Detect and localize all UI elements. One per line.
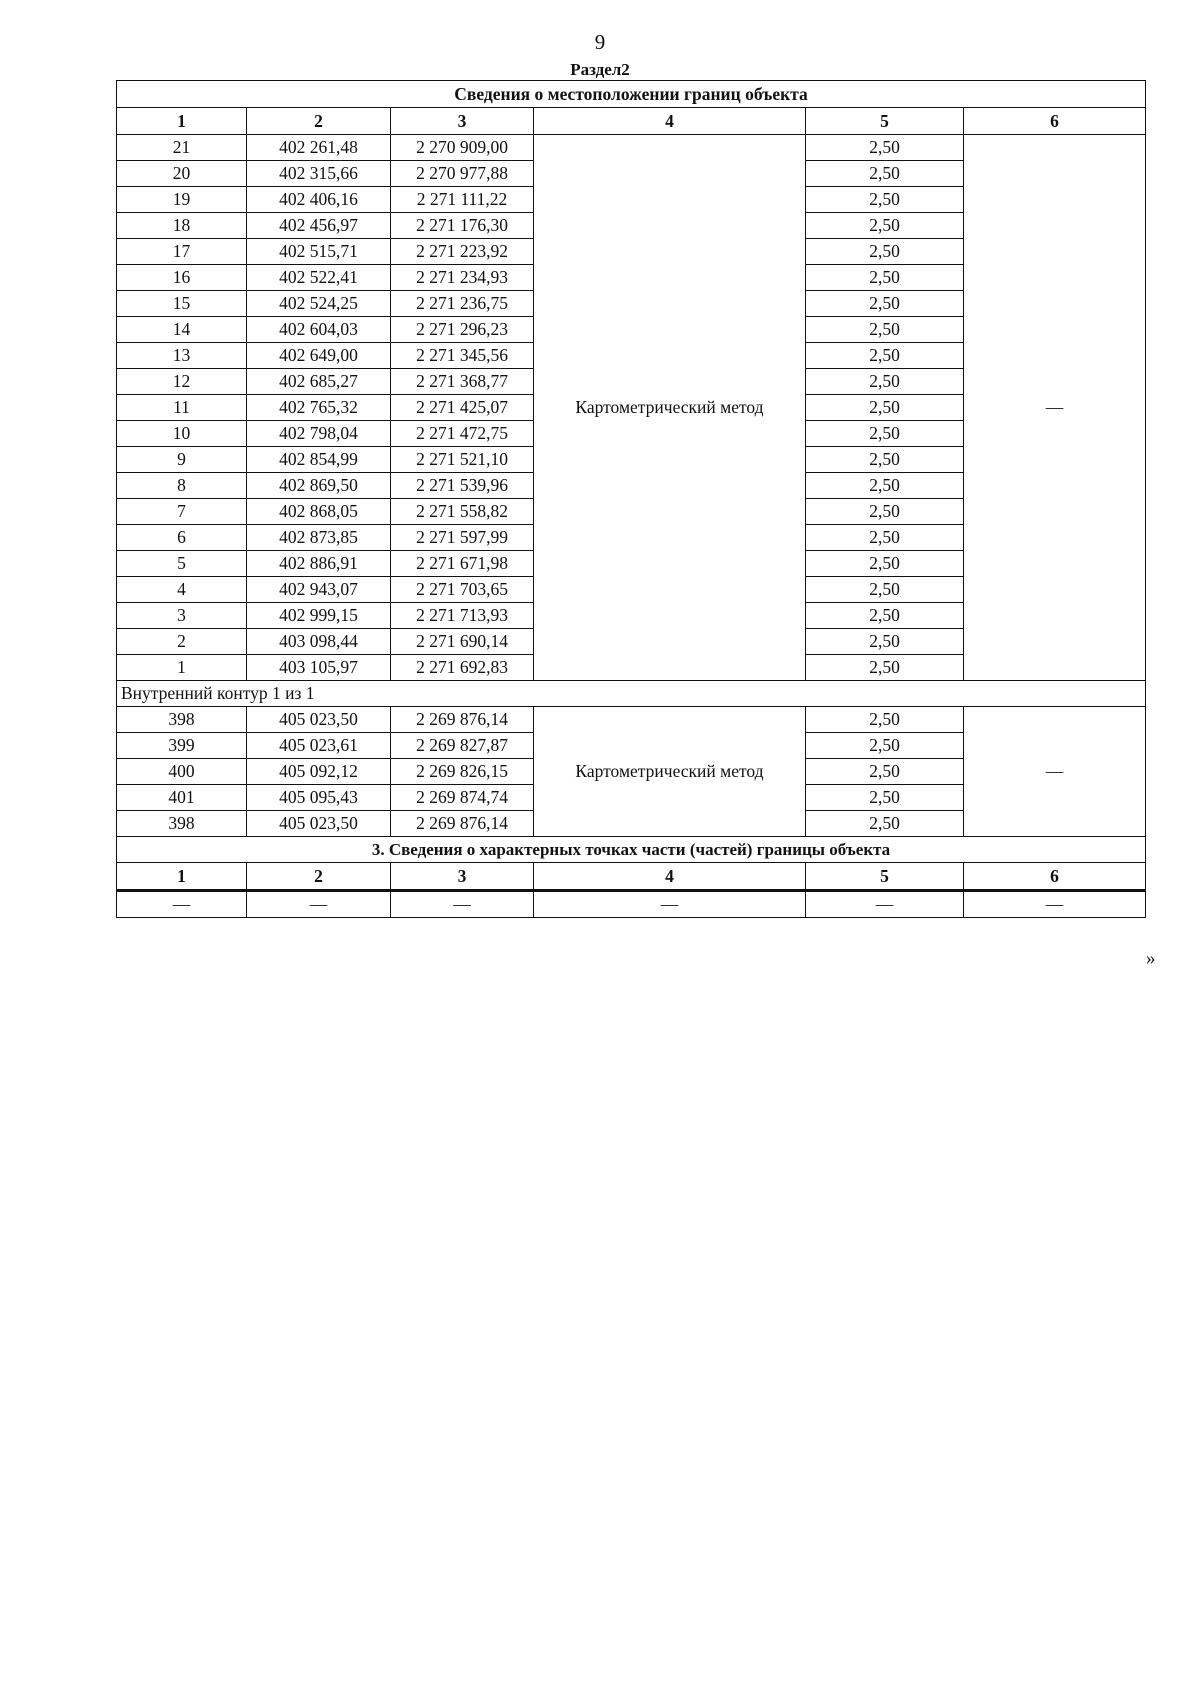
column-number-5: 5 <box>806 863 964 891</box>
point-number: 21 <box>117 135 247 161</box>
coordinate-y: 2 271 176,30 <box>391 213 534 239</box>
closing-quote: » <box>1146 948 1156 969</box>
column-6-value: — <box>964 707 1146 837</box>
page-number: 9 <box>594 30 606 54</box>
column-number-2: 2 <box>247 863 391 891</box>
accuracy-value: 2,50 <box>806 603 964 629</box>
coordinate-y: 2 271 692,83 <box>391 655 534 681</box>
empty-dash-cell: — <box>391 891 534 918</box>
coordinate-y: 2 271 236,75 <box>391 291 534 317</box>
coordinate-x: 402 456,97 <box>247 213 391 239</box>
accuracy-value: 2,50 <box>806 811 964 837</box>
accuracy-value: 2,50 <box>806 395 964 421</box>
column-number-6: 6 <box>964 108 1146 135</box>
coordinate-y: 2 271 703,65 <box>391 577 534 603</box>
point-number: 5 <box>117 551 247 577</box>
point-number: 8 <box>117 473 247 499</box>
accuracy-value: 2,50 <box>806 135 964 161</box>
point-number: 7 <box>117 499 247 525</box>
coordinate-y: 2 271 223,92 <box>391 239 534 265</box>
coordinate-x: 405 095,43 <box>247 785 391 811</box>
section3-title-row <box>117 837 1146 863</box>
coordinate-x: 402 868,05 <box>247 499 391 525</box>
boundary-table <box>116 80 1146 918</box>
coordinate-x: 402 798,04 <box>247 421 391 447</box>
accuracy-value: 2,50 <box>806 629 964 655</box>
coordinate-x: 402 873,85 <box>247 525 391 551</box>
point-number: 18 <box>117 213 247 239</box>
point-number: 12 <box>117 369 247 395</box>
coordinate-x: 405 023,61 <box>247 733 391 759</box>
column-6-value: — <box>964 135 1146 681</box>
point-number: 2 <box>117 629 247 655</box>
point-number: 398 <box>117 811 247 837</box>
column-number-2: 2 <box>247 108 391 135</box>
point-number: 20 <box>117 161 247 187</box>
coordinate-x: 402 604,03 <box>247 317 391 343</box>
table-row <box>117 707 1146 733</box>
accuracy-value: 2,50 <box>806 265 964 291</box>
accuracy-value: 2,50 <box>806 655 964 681</box>
accuracy-value: 2,50 <box>806 317 964 343</box>
inner-contour-label-row <box>117 681 1146 707</box>
accuracy-value: 2,50 <box>806 733 964 759</box>
coordinate-y: 2 271 690,14 <box>391 629 534 655</box>
accuracy-value: 2,50 <box>806 291 964 317</box>
coordinate-x: 402 765,32 <box>247 395 391 421</box>
coordinate-y: 2 269 826,15 <box>391 759 534 785</box>
point-number: 400 <box>117 759 247 785</box>
point-number: 16 <box>117 265 247 291</box>
accuracy-value: 2,50 <box>806 551 964 577</box>
coordinate-x: 402 406,16 <box>247 187 391 213</box>
empty-dash-cell: — <box>117 891 247 918</box>
empty-dash-cell: — <box>806 891 964 918</box>
accuracy-value: 2,50 <box>806 239 964 265</box>
coordinate-y: 2 271 111,22 <box>391 187 534 213</box>
coordinate-y: 2 271 425,07 <box>391 395 534 421</box>
coordinate-y: 2 271 713,93 <box>391 603 534 629</box>
accuracy-value: 2,50 <box>806 759 964 785</box>
accuracy-value: 2,50 <box>806 369 964 395</box>
coordinate-x: 402 999,15 <box>247 603 391 629</box>
coordinate-x: 402 515,71 <box>247 239 391 265</box>
point-number: 11 <box>117 395 247 421</box>
point-number: 17 <box>117 239 247 265</box>
coordinate-y: 2 271 521,10 <box>391 447 534 473</box>
coordinate-x: 402 315,66 <box>247 161 391 187</box>
coordinate-x: 405 092,12 <box>247 759 391 785</box>
accuracy-value: 2,50 <box>806 421 964 447</box>
accuracy-value: 2,50 <box>806 577 964 603</box>
accuracy-value: 2,50 <box>806 343 964 369</box>
boundary-table-body <box>117 81 1146 918</box>
point-number: 9 <box>117 447 247 473</box>
column-number-6: 6 <box>964 863 1146 891</box>
table-title-row <box>117 81 1146 108</box>
accuracy-value: 2,50 <box>806 161 964 187</box>
coordinate-y: 2 271 345,56 <box>391 343 534 369</box>
coordinate-y: 2 271 472,75 <box>391 421 534 447</box>
accuracy-value: 2,50 <box>806 707 964 733</box>
section3-empty-row <box>117 891 1146 918</box>
coordinate-y: 2 269 876,14 <box>391 707 534 733</box>
empty-dash-cell: — <box>964 891 1146 918</box>
column-number-1: 1 <box>117 863 247 891</box>
coordinate-y: 2 271 539,96 <box>391 473 534 499</box>
section3-title: 3. Сведения о характерных точках части (частей) границы объекта <box>117 837 1146 863</box>
point-number: 399 <box>117 733 247 759</box>
point-number: 3 <box>117 603 247 629</box>
column-number-1: 1 <box>117 108 247 135</box>
point-number: 14 <box>117 317 247 343</box>
column-number-3: 3 <box>391 863 534 891</box>
coordinate-x: 402 943,07 <box>247 577 391 603</box>
coordinate-x: 402 524,25 <box>247 291 391 317</box>
table-row <box>117 135 1146 161</box>
coordinate-y: 2 270 909,00 <box>391 135 534 161</box>
coordinate-x: 405 023,50 <box>247 811 391 837</box>
point-number: 398 <box>117 707 247 733</box>
coordinate-y: 2 269 874,74 <box>391 785 534 811</box>
accuracy-value: 2,50 <box>806 187 964 213</box>
method-cell: Картометрический метод <box>534 707 806 837</box>
empty-dash-cell: — <box>247 891 391 918</box>
accuracy-value: 2,50 <box>806 447 964 473</box>
coordinate-x: 402 869,50 <box>247 473 391 499</box>
section3-column-number-row <box>117 863 1146 891</box>
coordinate-y: 2 271 234,93 <box>391 265 534 291</box>
coordinate-y: 2 269 876,14 <box>391 811 534 837</box>
point-number: 10 <box>117 421 247 447</box>
coordinate-y: 2 271 558,82 <box>391 499 534 525</box>
accuracy-value: 2,50 <box>806 525 964 551</box>
coordinate-y: 2 271 671,98 <box>391 551 534 577</box>
coordinate-y: 2 270 977,88 <box>391 161 534 187</box>
accuracy-value: 2,50 <box>806 213 964 239</box>
coordinate-x: 405 023,50 <box>247 707 391 733</box>
column-number-4: 4 <box>534 863 806 891</box>
coordinate-x: 402 685,27 <box>247 369 391 395</box>
inner-contour-label: Внутренний контур 1 из 1 <box>117 681 1146 707</box>
point-number: 13 <box>117 343 247 369</box>
section-label: Раздел2 <box>570 60 630 79</box>
coordinate-y: 2 271 368,77 <box>391 369 534 395</box>
accuracy-value: 2,50 <box>806 499 964 525</box>
coordinate-x: 402 522,41 <box>247 265 391 291</box>
point-number: 4 <box>117 577 247 603</box>
coordinate-x: 403 105,97 <box>247 655 391 681</box>
coordinate-x: 402 886,91 <box>247 551 391 577</box>
accuracy-value: 2,50 <box>806 473 964 499</box>
coordinate-y: 2 271 296,23 <box>391 317 534 343</box>
coordinate-x: 403 098,44 <box>247 629 391 655</box>
column-number-4: 4 <box>534 108 806 135</box>
empty-dash-cell: — <box>534 891 806 918</box>
column-number-5: 5 <box>806 108 964 135</box>
coordinate-x: 402 649,00 <box>247 343 391 369</box>
point-number: 401 <box>117 785 247 811</box>
method-cell: Картометрический метод <box>534 135 806 681</box>
coordinate-y: 2 269 827,87 <box>391 733 534 759</box>
point-number: 1 <box>117 655 247 681</box>
coordinate-x: 402 854,99 <box>247 447 391 473</box>
column-number-3: 3 <box>391 108 534 135</box>
point-number: 19 <box>117 187 247 213</box>
column-number-row <box>117 108 1146 135</box>
accuracy-value: 2,50 <box>806 785 964 811</box>
coordinate-y: 2 271 597,99 <box>391 525 534 551</box>
coordinate-x: 402 261,48 <box>247 135 391 161</box>
table-title: Сведения о местоположении границ объекта <box>117 81 1146 108</box>
point-number: 6 <box>117 525 247 551</box>
point-number: 15 <box>117 291 247 317</box>
